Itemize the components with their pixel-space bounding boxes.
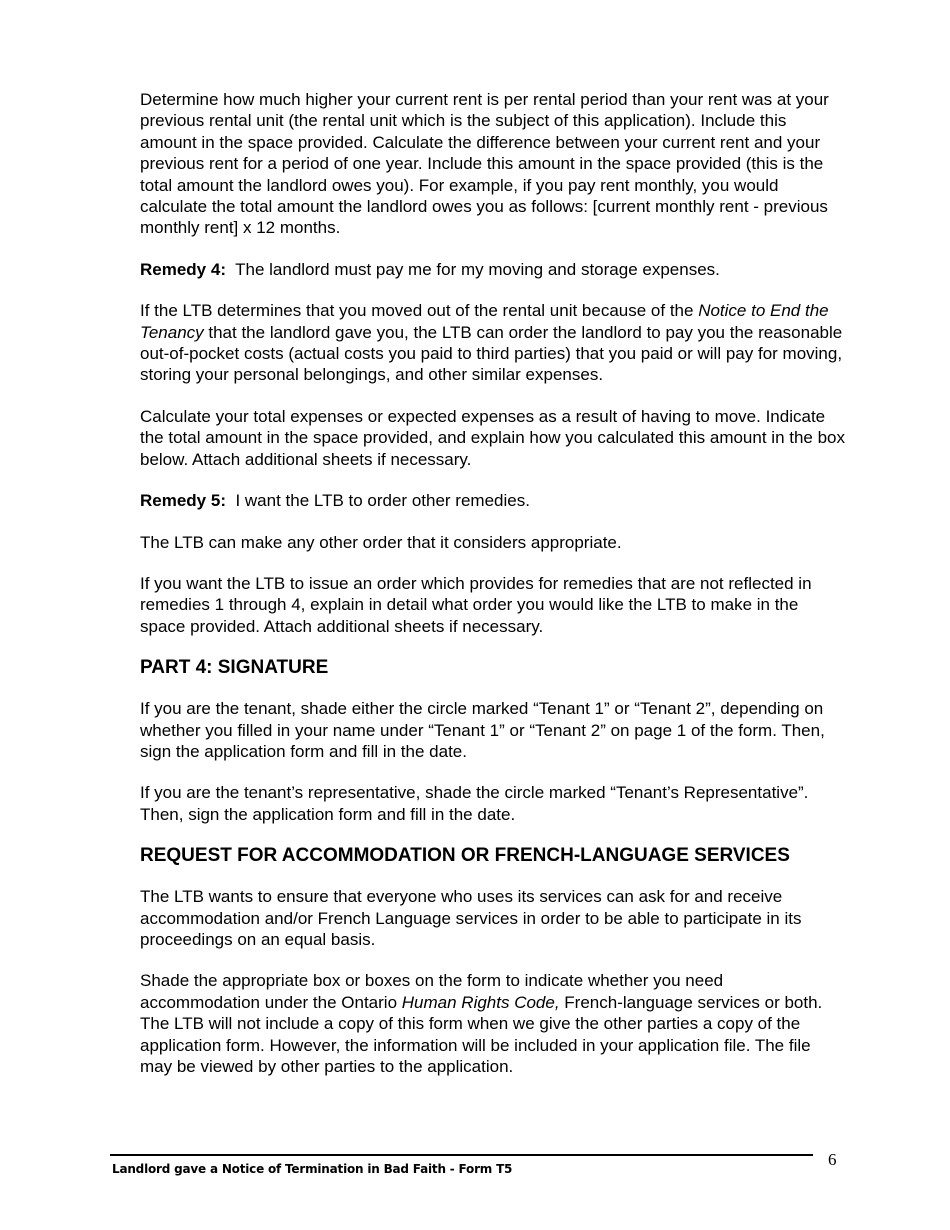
remedy-4-text: The landlord must pay me for my moving and storage expenses. xyxy=(235,259,720,279)
paragraph-shade-boxes xyxy=(140,970,845,1077)
remedy-5 xyxy=(140,490,845,511)
remedy-5-label: Remedy 5: xyxy=(140,491,226,511)
human-rights-code-italic: Human Rights Code, xyxy=(401,992,560,1012)
heading-part-4-signature: PART 4: SIGNATURE xyxy=(140,657,329,679)
paragraph-shade-boxes-part-b: French-language services or both. The LTB will not include a copy of this form when we give the other parties a copy of the application form. However, the information will be included in your application file. The file may be viewed by other parties to the application. xyxy=(140,992,823,1076)
paragraph-calculate-expenses: Calculate your total expenses or expected expenses as a result of having to move. Indicate the total amount in the space provided, and explain how you calculated this amount in the box below. Attach additional sheets if necessary. xyxy=(140,406,846,469)
remedy-4 xyxy=(140,259,845,280)
paragraph-other-remedies: If you want the LTB to issue an order which provides for remedies that are not reflected in remedies 1 through 4, explain in detail what order you would like the LTB to make in the space provided. Attach additional sheets if necessary. xyxy=(140,573,812,636)
notice-title-italic: Notice to End the Tenancy xyxy=(140,301,829,342)
footer-form-title: Landlord gave a Notice of Termination in Bad Faith - Form T5 xyxy=(112,1162,513,1176)
paragraph-rent-difference: Determine how much higher your current rent is per rental period than your rent was at your previous rental unit (the rental unit which is the subject of this application). Include this amount in the space provided. Calculate the difference between your current rent and your previous rent for a period of one year. Include this amount in the space provided (this is the total amount the landlord owes you). For example, if you pay rent monthly, you would calculate the total amount the landlord owes you as follows: [current monthly rent - previous monthly rent] x 12 months. xyxy=(140,90,829,238)
footer-divider xyxy=(110,1154,813,1156)
paragraph-moving-costs-part-a: If the LTB determines that you moved out of the rental unit because of the xyxy=(140,301,699,321)
paragraph-other-order: The LTB can make any other order that it considers appropriate. xyxy=(140,532,622,552)
paragraph-moving-costs-part-b: that the landlord gave you, the LTB can order the landlord to pay you the reasonable out-of-pocket costs (actual costs you paid to third parties) that you paid or will pay for moving, storing your personal belongings, and other similar expenses. xyxy=(140,322,843,385)
document-body xyxy=(140,89,845,1097)
paragraph-representative-signature: If you are the tenant’s representative, shade the circle marked “Tenant’s Representative”. Then, sign the application form and fill in the date. xyxy=(140,783,809,824)
heading-request-accommodation: REQUEST FOR ACCOMMODATION OR FRENCH-LANGUAGE SERVICES xyxy=(140,845,790,867)
paragraph-tenant-signature: If you are the tenant, shade either the circle marked “Tenant 1” or “Tenant 2”, depending on whether you filled in your name under “Tenant 1” or “Tenant 2” on page 1 of the form. Then, sign the application form and fill in the date. xyxy=(140,699,825,761)
paragraph-shade-boxes-part-a: Shade the appropriate box or boxes on the form to indicate whether you need accommodation under the Ontario xyxy=(140,971,724,1012)
paragraph-ltb-ensure: The LTB wants to ensure that everyone who uses its services can ask for and receive accommodation and/or French Language services in order to be able to participate in its proceedings on an equal basis. xyxy=(140,887,802,949)
paragraph-moving-costs xyxy=(140,300,845,386)
remedy-5-text: I want the LTB to order other remedies. xyxy=(235,491,530,511)
page-number: 6 xyxy=(828,1150,837,1169)
remedy-4-label: Remedy 4: xyxy=(140,259,226,279)
